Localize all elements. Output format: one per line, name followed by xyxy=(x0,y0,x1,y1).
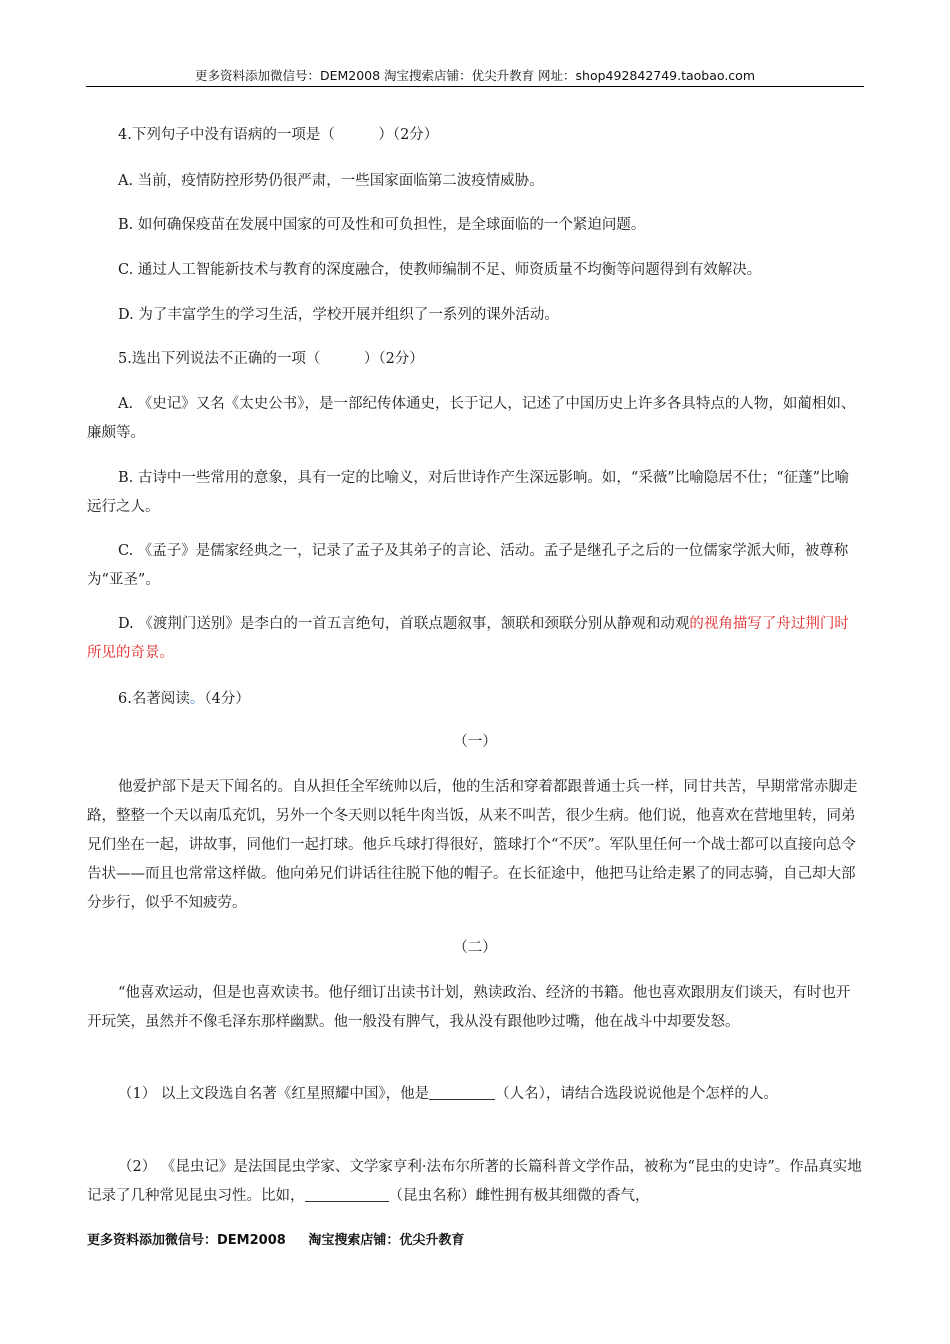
q6-sub2-text-after: （昆虫名称）雌性拥有极其细微的香气， xyxy=(388,1188,650,1204)
q4-option-b: B. 如何确保疫苗在发展中国家的可及性和可负担性，是全球面临的一个紧迫问题。 xyxy=(118,217,646,233)
q6-stem-text: 6.名著阅读 xyxy=(118,691,190,707)
q4-option-a: A. 当前，疫情防控形势仍很严肃，一些国家面临第二波疫情威胁。 xyxy=(118,173,544,189)
q5-option-d-text: D. 《渡荆门送别》是李白的一首五言绝句，首联点题叙事，颔联和颈联分别从静观和动观 xyxy=(118,616,690,632)
q6-sub1-blank[interactable] xyxy=(429,1082,495,1100)
q6-section2-title: （二） xyxy=(453,940,497,956)
q6-sub2-text: （2） 《昆虫记》是法国昆虫学家、文学家亨利·法布尔所著的长篇科普文学作品，被称为“昆虫的史诗”。作品真实地记录了几种常见昆虫习性。比如， xyxy=(87,1159,862,1204)
q6-stem-dot: 。 xyxy=(189,691,205,707)
q5-option-c: C. 《孟子》是儒家经典之一，记录了孟子及其弟子的言论、活动。孟子是继孔子之后的一位儒家学派大师，被尊称为“亚圣”。 xyxy=(87,543,849,588)
q6-sub2-blank[interactable] xyxy=(305,1184,389,1202)
q4-stem: 4.下列句子中没有语病的一项是（ ）（2分） xyxy=(118,127,439,143)
q5-option-d-highlight: 的视角描写了舟过荆门时所见的奇景。 xyxy=(87,616,849,661)
q6-stem-score: （4分） xyxy=(204,691,250,707)
q6-stem xyxy=(118,685,250,714)
q6-section1-text: 他爱护部下是天下闻名的。自从担任全军统帅以后，他的生活和穿着都跟普通士兵一样，同甘共苦，早期常常赤脚走路，整整一个天以南瓜充饥，另外一个冬天则以牦牛肉当饭，从来不叫苦，很少生病。他们说，他喜欢在营地里转，同弟兄们坐在一起，讲故事，同他们一起打球。他乒乓球打得很好，篮球打个“不厌”。军队里任何一个战士都可以直接向总令告状——而且也常常这样做。他向弟兄们讲话往往脱下他的帽子。在长征途中，他把马让给走累了的同志骑，自己却大部分步行，似乎不知疲劳。 xyxy=(87,779,858,911)
q6-sub1-text-after: （人名），请结合选段说说他是个怎样的人。 xyxy=(495,1086,778,1102)
q5-option-a: A. 《史记》又名《太史公书》，是一部纪传体通史，长于记人，记述了中国历史上许多各具特点的人物，如蔺相如、廉颇等。 xyxy=(87,396,856,441)
page-footer: 更多资料添加微信号：DEM2008 淘宝搜索店铺：优尖升教育 xyxy=(87,1233,465,1248)
q4-option-d: D. 为了丰富学生的学习生活，学校开展并组织了一系列的课外活动。 xyxy=(118,307,559,323)
q6-section1-title: （一） xyxy=(453,734,497,750)
q6-sub1 xyxy=(87,1080,862,1109)
header-divider xyxy=(86,86,864,87)
q4-option-c: C. 通过人工智能新技术与教育的深度融合，使教师编制不足、师资质量不均衡等问题得到有效解决。 xyxy=(118,262,762,278)
q5-option-d xyxy=(87,610,862,668)
q6-sub1-text: （1） 以上文段选自名著《红星照耀中国》，他是 xyxy=(118,1086,430,1102)
page-header: 更多资料添加微信号：DEM2008 淘宝搜索店铺：优尖升教育 网址：shop492842749.taobao.com xyxy=(194,68,756,83)
q6-sub2 xyxy=(87,1153,862,1211)
q5-stem: 5.选出下列说法不正确的一项（ ）（2分） xyxy=(118,351,424,367)
q6-section2-text: “他喜欢运动，但是也喜欢读书。他仔细订出读书计划，熟读政治、经济的书籍。他也喜欢跟朋友们谈天，有时也开开玩笑，虽然并不像毛泽东那样幽默。他一般没有脾气，我从没有跟他吵过嘴，他在战斗中却要发怒。 xyxy=(87,985,851,1030)
q5-option-b: B. 古诗中一些常用的意象，具有一定的比喻义，对后世诗作产生深远影响。如，“采薇”比喻隐居不仕；“征蓬”比喻远行之人。 xyxy=(87,470,850,515)
